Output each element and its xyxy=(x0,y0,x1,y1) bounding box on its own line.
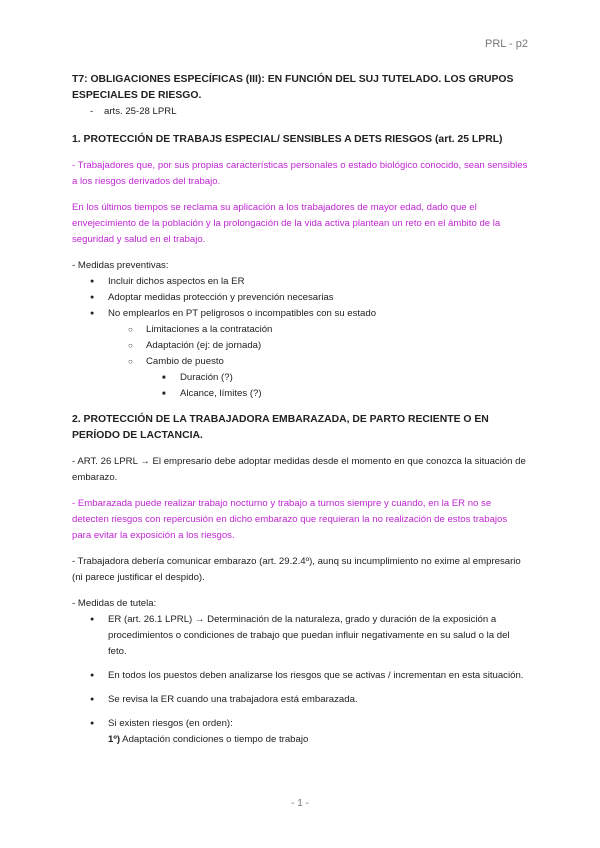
list-item: ● Incluir dichos aspectos en la ER xyxy=(72,274,528,290)
section1-para2: En los últimos tiempos se reclama su aplicación a los trabajadores de mayor edad, dado que el envejecimiento de la población y la prolongación de la vida activa plantean un reto en el ámbito de la seguridad y salud en el trabajo. xyxy=(72,202,501,245)
order-text: Adaptación condiciones o tiempo de trabajo xyxy=(120,734,309,745)
list-item: ● No emplearlos en PT peligrosos o incompatibles con su estado xyxy=(72,306,528,322)
section1-para1: - Trabajadores que, por sus propias características personales o estado biológico conocido, sean sensibles a los riesgos derivados del trabajo. xyxy=(72,160,528,187)
section1-sub-sub-measures-list xyxy=(72,370,528,402)
subtitle-item xyxy=(90,104,528,120)
list-item: ○ Limitaciones a la contratación xyxy=(72,322,528,338)
section2-tutela-list xyxy=(72,612,528,748)
list-item: ○ Cambio de puesto xyxy=(72,354,528,370)
subtitle-dash: - xyxy=(90,106,94,117)
list-item: ● Adoptar medidas protección y prevención necesarias xyxy=(72,290,528,306)
list-item: ■ Alcance, límites (?) xyxy=(72,386,528,402)
document-content xyxy=(72,72,528,756)
order-number: 1º) xyxy=(108,734,121,745)
section1-sub-measures-list xyxy=(72,322,528,370)
section2-para3: - Trabajadora debería comunicar embarazo (art. 29.2.4º), aunq su incumplimiento no exime al empresario (ni parece justificar el despido). xyxy=(72,556,521,583)
section2-heading: 2. PROTECCIÓN DE LA TRABAJADORA EMBARAZADA, DE PARTO RECIENTE O EN PERÍODO DE LACTANCIA. xyxy=(72,414,489,441)
list-item: ● Se revisa la ER cuando una trabajadora está embarazada. xyxy=(72,692,528,708)
page-header-label: PRL - p2 xyxy=(484,38,528,50)
section1-heading: 1. PROTECCIÓN DE TRABAJS ESPECIAL/ SENSIBLES A DETS RIESGOS (art. 25 LPRL) xyxy=(72,134,503,145)
list-item: ● ER (art. 26.1 LPRL) → Determinación de la naturaleza, grado y duración de la exposición a procedimientos o condiciones de trabajo que puedan influir negativamente en su salud o la del feto. xyxy=(72,612,528,660)
section1-measures-list xyxy=(72,274,528,322)
section2-para1: - ART. 26 LPRL → El empresario debe adoptar medidas desde el momento en que conozca la situación de embarazo. xyxy=(72,456,526,483)
section1-measures-label: - Medidas preventivas: xyxy=(72,260,169,271)
section2-tutela-label: - Medidas de tutela: xyxy=(72,598,157,609)
list-item: ○ Adaptación (ej: de jornada) xyxy=(72,338,528,354)
subtitle-text: arts. 25-28 LPRL xyxy=(104,106,177,117)
tutela-item-text: Si existen riesgos (en orden): xyxy=(108,718,233,729)
page-number: - 1 - xyxy=(291,798,309,809)
list-item: ■ Duración (?) xyxy=(72,370,528,386)
document-title: T7: OBLIGACIONES ESPECÍFICAS (III): EN FUNCIÓN DEL SUJ TUTELADO. LOS GRUPOS ESPECIALES DE RIESGO. xyxy=(72,74,514,101)
section2-para2: - Embarazada puede realizar trabajo nocturno y trabajo a turnos siempre y cuando, en la ER no se detecten riesgos con repercusión en dicho embarazo que requieran la no realización de estos trabajos para evitar la exposición a los riesgos. xyxy=(72,498,508,541)
list-item: ● En todos los puestos deben analizarse los riesgos que se activas / incrementan en esta situación. xyxy=(72,668,528,684)
list-item xyxy=(72,716,528,748)
